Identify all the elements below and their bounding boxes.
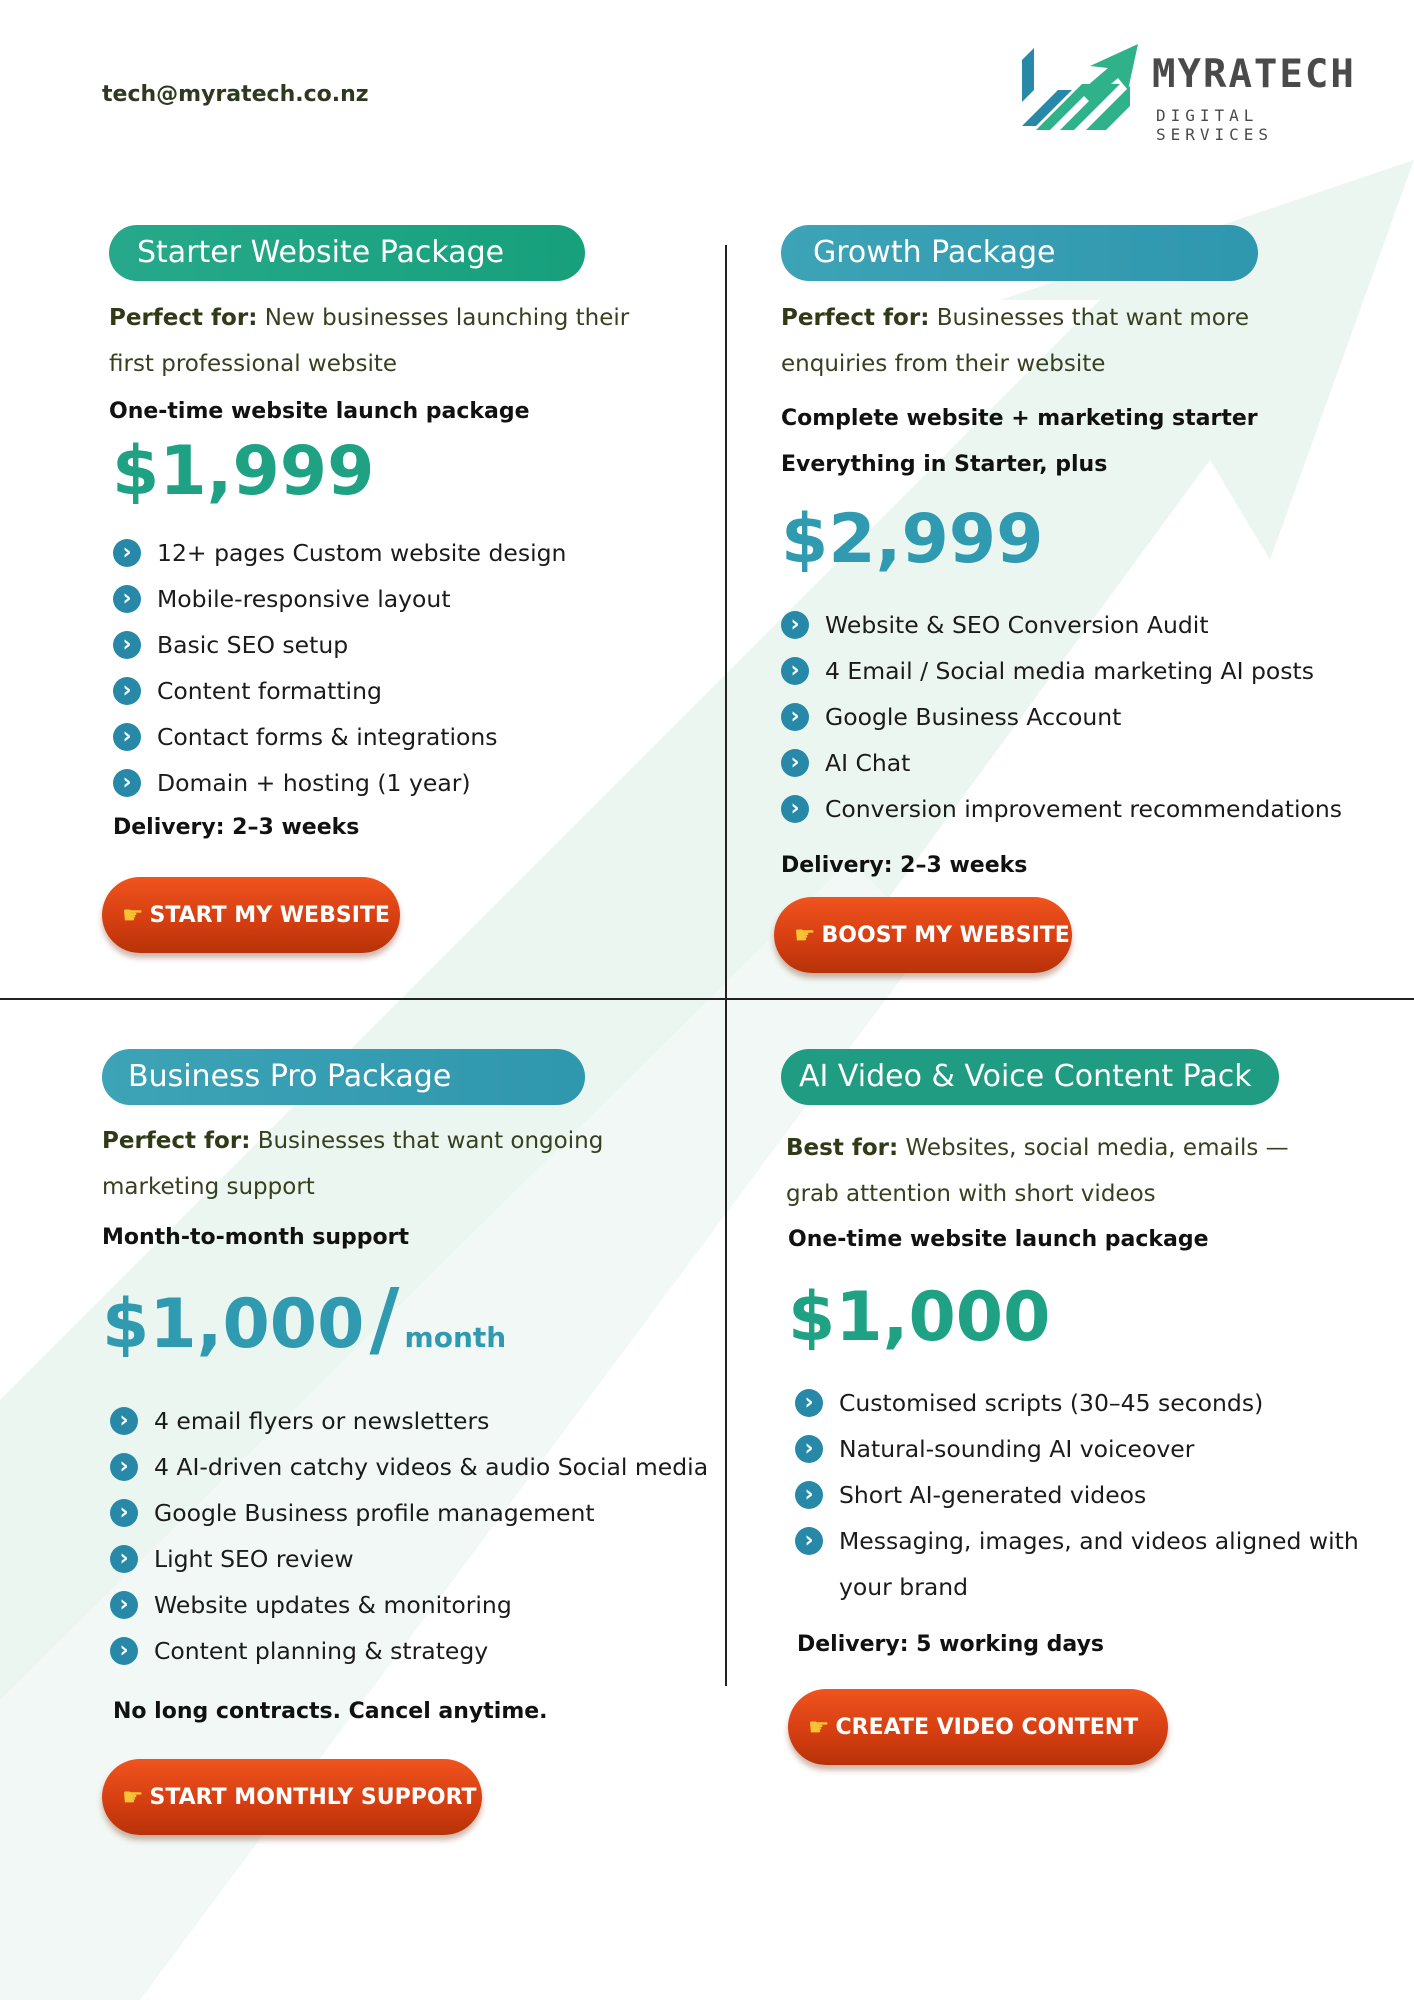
feature-item: › 4 AI-driven catchy videos & audio Social media	[110, 1444, 708, 1490]
package-title: Business Pro Package	[102, 1049, 585, 1105]
feature-item: › 12+ pages Custom website design	[113, 530, 566, 576]
chevron-right-icon: ›	[113, 769, 141, 797]
perfect-for-text: New businesses launching their	[264, 305, 630, 331]
contract-note: No long contracts. Cancel anytime.	[113, 1699, 548, 1724]
package-title: AI Video & Voice Content Pack	[781, 1049, 1279, 1105]
perfect-for-line	[781, 305, 1249, 331]
vertical-divider-top	[725, 245, 727, 998]
feature-item: › Google Business Account	[781, 694, 1342, 740]
perfect-for-label: Perfect for:	[102, 1128, 251, 1154]
chevron-right-icon: ›	[113, 723, 141, 751]
perfect-for-text: Businesses that want more	[936, 305, 1249, 331]
perfect-for-label: Perfect for:	[781, 305, 930, 331]
perfect-for-text-continued: enquiries from their website	[781, 351, 1106, 377]
chevron-right-icon: ›	[113, 585, 141, 613]
feature-item: › Conversion improvement recommendations	[781, 786, 1342, 832]
chevron-right-icon: ›	[110, 1407, 138, 1435]
contact-email[interactable]: tech@myratech.co.nz	[102, 82, 369, 107]
feature-item: › Messaging, images, and videos aligned with	[795, 1518, 1359, 1564]
feature-item: › Basic SEO setup	[113, 622, 566, 668]
best-for-label: Best for:	[786, 1135, 899, 1161]
perfect-for-line	[109, 305, 629, 331]
package-subtitle-secondary: Everything in Starter, plus	[781, 452, 1108, 477]
price-separator: /	[369, 1272, 400, 1367]
chevron-right-icon: ›	[781, 611, 809, 639]
chevron-right-icon: ›	[795, 1435, 823, 1463]
feature-list	[113, 530, 566, 806]
package-title: Starter Website Package	[109, 225, 585, 281]
feature-item: › Short AI-generated videos	[795, 1472, 1359, 1518]
feature-item: › Domain + hosting (1 year)	[113, 760, 566, 806]
delivery-time: Delivery: 2–3 weeks	[781, 853, 1028, 878]
brand-logo	[1020, 38, 1360, 144]
chevron-right-icon: ›	[781, 749, 809, 777]
best-for-line	[786, 1135, 1289, 1161]
delivery-time: Delivery: 5 working days	[797, 1632, 1105, 1657]
perfect-for-line	[102, 1128, 603, 1154]
feature-item: › 4 email flyers or newsletters	[110, 1398, 708, 1444]
feature-item-continued: your brand	[839, 1573, 969, 1601]
feature-item: › Contact forms & integrations	[113, 714, 566, 760]
feature-item: › Customised scripts (30–45 seconds)	[795, 1380, 1359, 1426]
perfect-for-text: Businesses that want ongoing	[257, 1128, 604, 1154]
feature-item: › Content planning & strategy	[110, 1628, 708, 1674]
pointing-hand-icon: ☛	[808, 1713, 830, 1741]
horizontal-divider	[0, 998, 1414, 1000]
perfect-for-text-continued: marketing support	[102, 1174, 315, 1200]
perfect-for-label: Perfect for:	[109, 305, 258, 331]
package-subtitle: One-time website launch package	[788, 1227, 1209, 1252]
pointing-hand-icon: ☛	[794, 921, 816, 949]
package-subtitle: Month-to-month support	[102, 1225, 410, 1250]
pointing-hand-icon: ☛	[122, 1783, 144, 1811]
chevron-right-icon: ›	[110, 1591, 138, 1619]
chevron-right-icon: ›	[781, 795, 809, 823]
package-price: $1,000	[102, 1285, 365, 1364]
logo-tagline: DIGITAL SERVICES	[1156, 106, 1274, 144]
chevron-right-icon: ›	[795, 1481, 823, 1509]
chevron-right-icon: ›	[781, 703, 809, 731]
feature-item: › AI Chat	[781, 740, 1342, 786]
feature-list	[781, 602, 1342, 832]
delivery-time: Delivery: 2–3 weeks	[113, 815, 360, 840]
chevron-right-icon: ›	[795, 1389, 823, 1417]
chevron-right-icon: ›	[113, 539, 141, 567]
chevron-right-icon: ›	[110, 1545, 138, 1573]
vertical-divider-bottom	[725, 1000, 727, 1686]
package-price: $1,999	[112, 432, 375, 511]
chevron-right-icon: ›	[795, 1527, 823, 1555]
best-for-text: Websites, social media, emails —	[905, 1135, 1289, 1161]
chevron-right-icon: ›	[110, 1453, 138, 1481]
best-for-text-continued: grab attention with short videos	[786, 1181, 1156, 1207]
chevron-right-icon: ›	[110, 1499, 138, 1527]
package-price: $1,000	[788, 1278, 1051, 1357]
create-video-content-button[interactable]: ☛ CREATE VIDEO CONTENT	[788, 1689, 1168, 1765]
feature-item: › Google Business profile management	[110, 1490, 708, 1536]
chevron-right-icon: ›	[110, 1637, 138, 1665]
feature-list	[110, 1398, 708, 1674]
start-my-website-button[interactable]: ☛ START MY WEBSITE	[102, 877, 400, 953]
boost-my-website-button[interactable]: ☛ BOOST MY WEBSITE	[774, 897, 1072, 973]
perfect-for-text-continued: first professional website	[109, 351, 398, 377]
feature-item: › 4 Email / Social media marketing AI posts	[781, 648, 1342, 694]
start-monthly-support-button[interactable]: ☛ START MONTHLY SUPPORT	[102, 1759, 482, 1835]
feature-list	[795, 1380, 1359, 1610]
chevron-right-icon: ›	[781, 657, 809, 685]
package-title: Growth Package	[781, 225, 1258, 281]
feature-item: › Website & SEO Conversion Audit	[781, 602, 1342, 648]
feature-item: › Natural-sounding AI voiceover	[795, 1426, 1359, 1472]
logo-mark-icon	[1020, 38, 1140, 138]
feature-item: › Content formatting	[113, 668, 566, 714]
logo-wordmark: MYRATECH	[1152, 52, 1356, 97]
package-price-group	[102, 1272, 506, 1367]
package-subtitle: Complete website + marketing starter	[781, 406, 1258, 431]
price-unit: month	[404, 1321, 507, 1354]
pointing-hand-icon: ☛	[122, 901, 144, 929]
package-subtitle: One-time website launch package	[109, 399, 530, 424]
feature-item: › Website updates & monitoring	[110, 1582, 708, 1628]
package-price: $2,999	[781, 500, 1044, 579]
feature-item: › Mobile-responsive layout	[113, 576, 566, 622]
chevron-right-icon: ›	[113, 677, 141, 705]
feature-item: › Light SEO review	[110, 1536, 708, 1582]
chevron-right-icon: ›	[113, 631, 141, 659]
